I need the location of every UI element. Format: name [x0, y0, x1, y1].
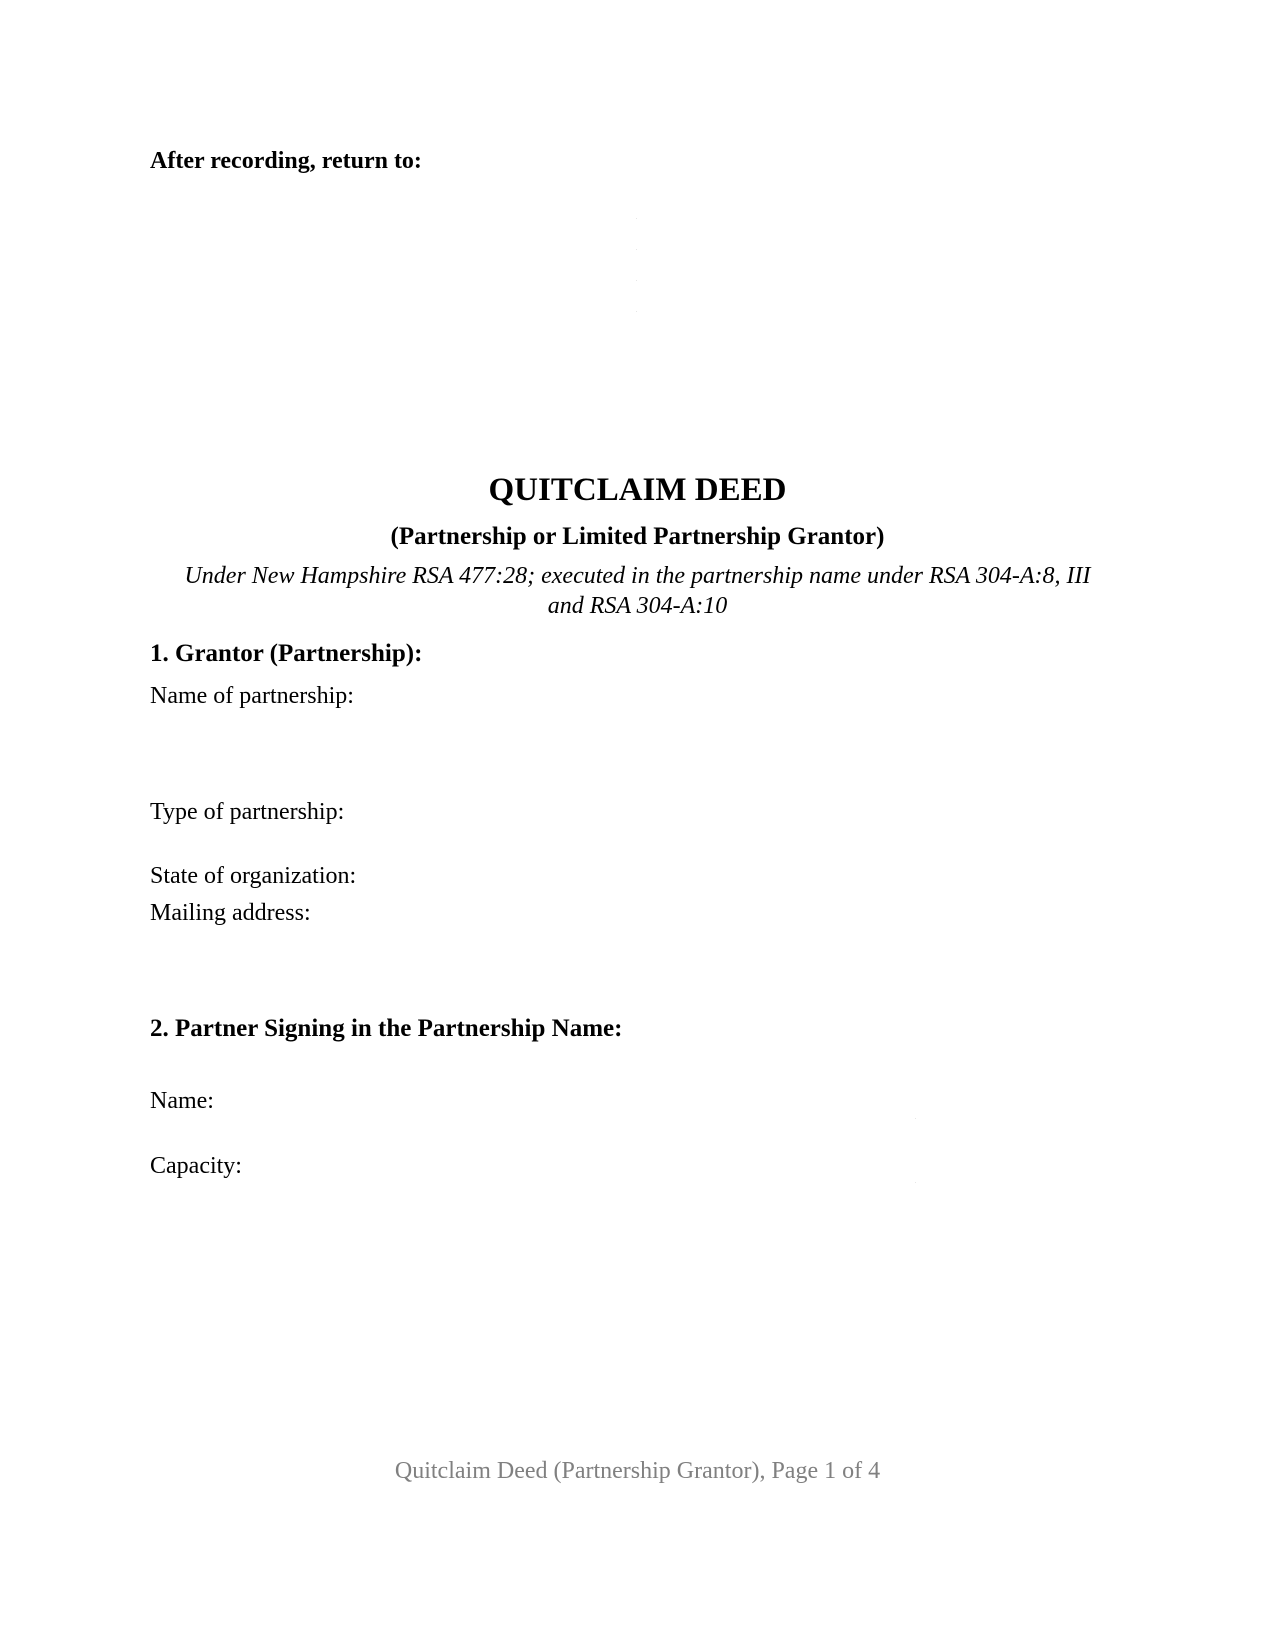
placeholder-mark	[915, 1118, 916, 1119]
placeholder-mark	[636, 218, 637, 219]
return-address-label: After recording, return to:	[150, 148, 422, 174]
partnership-name-label: Name of partnership:	[150, 683, 354, 709]
partner-heading: 2. Partner Signing in the Partnership Name:	[150, 1015, 623, 1042]
statute-reference	[150, 561, 1125, 621]
mailing-address-label: Mailing address:	[150, 900, 311, 926]
partnership-type-label: Type of partnership:	[150, 799, 345, 825]
placeholder-mark	[636, 249, 637, 250]
grantor-heading: 1. Grantor (Partnership):	[150, 640, 423, 667]
state-of-organization-label: State of organization:	[150, 863, 357, 889]
partner-capacity-label: Capacity:	[150, 1153, 242, 1179]
placeholder-mark	[915, 1182, 916, 1183]
document-title: QUITCLAIM DEED	[488, 472, 787, 508]
placeholder-mark	[636, 280, 637, 281]
page-footer: Quitclaim Deed (Partnership Grantor), Page 1 of 4	[394, 1458, 881, 1484]
partner-name-label: Name:	[150, 1088, 214, 1114]
statute-line-2: and RSA 304-A:10	[547, 593, 728, 619]
placeholder-mark	[636, 311, 637, 312]
document-subtitle: (Partnership or Limited Partnership Grantor)	[390, 523, 885, 550]
statute-line-1: Under New Hampshire RSA 477:28; executed in the partnership name under RSA 304-A:8, III	[184, 563, 1091, 589]
